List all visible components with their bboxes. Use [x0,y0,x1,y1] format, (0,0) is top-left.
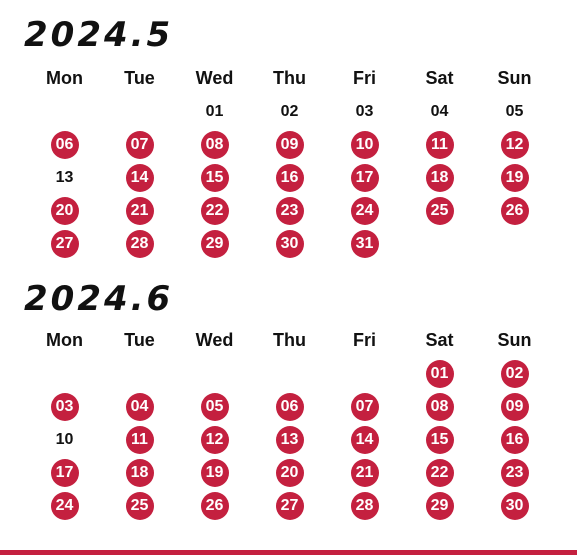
marked-day: 13 [276,426,304,454]
day-cell [27,423,102,456]
marked-day: 01 [426,360,454,388]
day-cell [477,128,552,161]
day-cell [102,489,177,522]
day-cell [477,357,552,390]
marked-day: 29 [426,492,454,520]
marked-day: 12 [501,131,529,159]
day-cell [402,423,477,456]
day-cell [477,194,552,227]
week-row [27,357,551,390]
marked-day: 27 [51,230,79,258]
day-cell [252,227,327,260]
week-row [27,95,551,128]
day-cell [177,489,252,522]
empty-cell [327,357,402,390]
empty-cell [27,95,102,128]
day-cell [177,423,252,456]
bottom-accent-bar [0,550,577,555]
marked-day: 08 [426,393,454,421]
week-row [27,390,551,423]
day-cell [252,194,327,227]
day-cell [402,489,477,522]
marked-day: 14 [351,426,379,454]
marked-day: 11 [126,426,154,454]
marked-day: 03 [51,393,79,421]
day-cell [27,489,102,522]
marked-day: 08 [201,131,229,159]
calendar-grid-may [27,62,551,260]
empty-cell [177,357,252,390]
marked-day: 30 [276,230,304,258]
week-row [27,194,551,227]
day-cell [477,456,552,489]
week-row [27,161,551,194]
day-cell [252,128,327,161]
marked-day: 23 [501,459,529,487]
day-cell [252,456,327,489]
marked-day: 12 [201,426,229,454]
week-row [27,423,551,456]
day-cell [402,161,477,194]
day-cell [327,161,402,194]
day-cell [102,194,177,227]
day-cell [327,194,402,227]
weekday-label: Tue [124,68,155,88]
marked-day: 24 [51,492,79,520]
marked-day: 25 [126,492,154,520]
marked-day: 16 [501,426,529,454]
marked-day: 20 [276,459,304,487]
weekday-label: Tue [124,330,155,350]
day-cell [252,390,327,423]
day-cell [327,390,402,423]
day-cell [102,423,177,456]
empty-cell [102,357,177,390]
marked-day: 29 [201,230,229,258]
marked-day: 26 [201,492,229,520]
marked-day: 07 [351,393,379,421]
day-cell [402,390,477,423]
day-cell [402,95,477,128]
weekday-label: Fri [352,330,376,350]
day-cell [477,390,552,423]
day-cell [327,128,402,161]
marked-day: 30 [501,492,529,520]
day-cell [177,161,252,194]
day-cell [27,390,102,423]
marked-day: 22 [426,459,454,487]
marked-day: 21 [351,459,379,487]
week-row [27,489,551,522]
day-cell [102,456,177,489]
day-cell [402,128,477,161]
unmarked-day: 04 [430,102,449,120]
day-cell [477,423,552,456]
day-cell [177,456,252,489]
week-row [27,456,551,489]
day-cell [177,390,252,423]
month-title-june: 2024.6 [24,279,174,319]
day-cell [252,489,327,522]
marked-day: 19 [201,459,229,487]
marked-day: 17 [51,459,79,487]
marked-day: 04 [126,393,154,421]
marked-day: 14 [126,164,154,192]
marked-day: 02 [501,360,529,388]
unmarked-day: 02 [280,102,299,120]
day-cell [102,227,177,260]
weekday-header-row [27,62,551,95]
day-cell [177,194,252,227]
empty-cell [402,227,477,260]
day-cell [102,161,177,194]
weekday-label: Wed [195,68,234,88]
marked-day: 24 [351,197,379,225]
marked-day: 23 [276,197,304,225]
day-cell [402,194,477,227]
day-cell [27,194,102,227]
empty-cell [27,357,102,390]
marked-day: 22 [201,197,229,225]
day-cell [102,128,177,161]
unmarked-day: 05 [505,102,524,120]
day-cell [252,161,327,194]
day-cell [327,227,402,260]
day-cell [477,489,552,522]
day-cell [27,161,102,194]
day-cell [252,95,327,128]
empty-cell [477,227,552,260]
unmarked-day: 10 [55,430,74,448]
marked-day: 07 [126,131,154,159]
day-cell [27,227,102,260]
marked-day: 10 [351,131,379,159]
marked-day: 06 [51,131,79,159]
day-cell [402,357,477,390]
weekday-label: Sat [425,68,454,88]
week-row [27,128,551,161]
empty-cell [102,95,177,128]
weekday-label: Sun [497,68,532,88]
weekday-label: Sun [497,330,532,350]
day-cell [252,423,327,456]
unmarked-day: 13 [55,168,74,186]
marked-day: 18 [126,459,154,487]
marked-day: 31 [351,230,379,258]
marked-day: 09 [276,131,304,159]
marked-day: 19 [501,164,529,192]
weekday-label: Mon [46,68,83,88]
day-cell [327,456,402,489]
weekday-header-row [27,324,551,357]
day-cell [177,227,252,260]
day-cell [477,161,552,194]
weekday-label: Sat [425,330,454,350]
marked-day: 17 [351,164,379,192]
weekday-label: Thu [273,68,306,88]
marked-day: 21 [126,197,154,225]
day-cell [327,423,402,456]
weekday-label: Mon [46,330,83,350]
unmarked-day: 03 [355,102,374,120]
day-cell [477,95,552,128]
weekday-label: Fri [352,68,376,88]
month-title-may: 2024.5 [24,15,174,55]
day-cell [177,128,252,161]
marked-day: 09 [501,393,529,421]
marked-day: 16 [276,164,304,192]
marked-day: 15 [426,426,454,454]
marked-day: 05 [201,393,229,421]
marked-day: 11 [426,131,454,159]
empty-cell [252,357,327,390]
marked-day: 25 [426,197,454,225]
calendar-grid-june [27,324,551,522]
day-cell [27,128,102,161]
day-cell [327,95,402,128]
unmarked-day: 01 [205,102,224,120]
week-row [27,227,551,260]
marked-day: 26 [501,197,529,225]
marked-day: 15 [201,164,229,192]
marked-day: 27 [276,492,304,520]
marked-day: 28 [351,492,379,520]
day-cell [402,456,477,489]
weekday-label: Thu [273,330,306,350]
day-cell [177,95,252,128]
weekday-label: Wed [195,330,234,350]
day-cell [27,456,102,489]
day-cell [327,489,402,522]
marked-day: 20 [51,197,79,225]
day-cell [102,390,177,423]
marked-day: 28 [126,230,154,258]
marked-day: 06 [276,393,304,421]
marked-day: 18 [426,164,454,192]
